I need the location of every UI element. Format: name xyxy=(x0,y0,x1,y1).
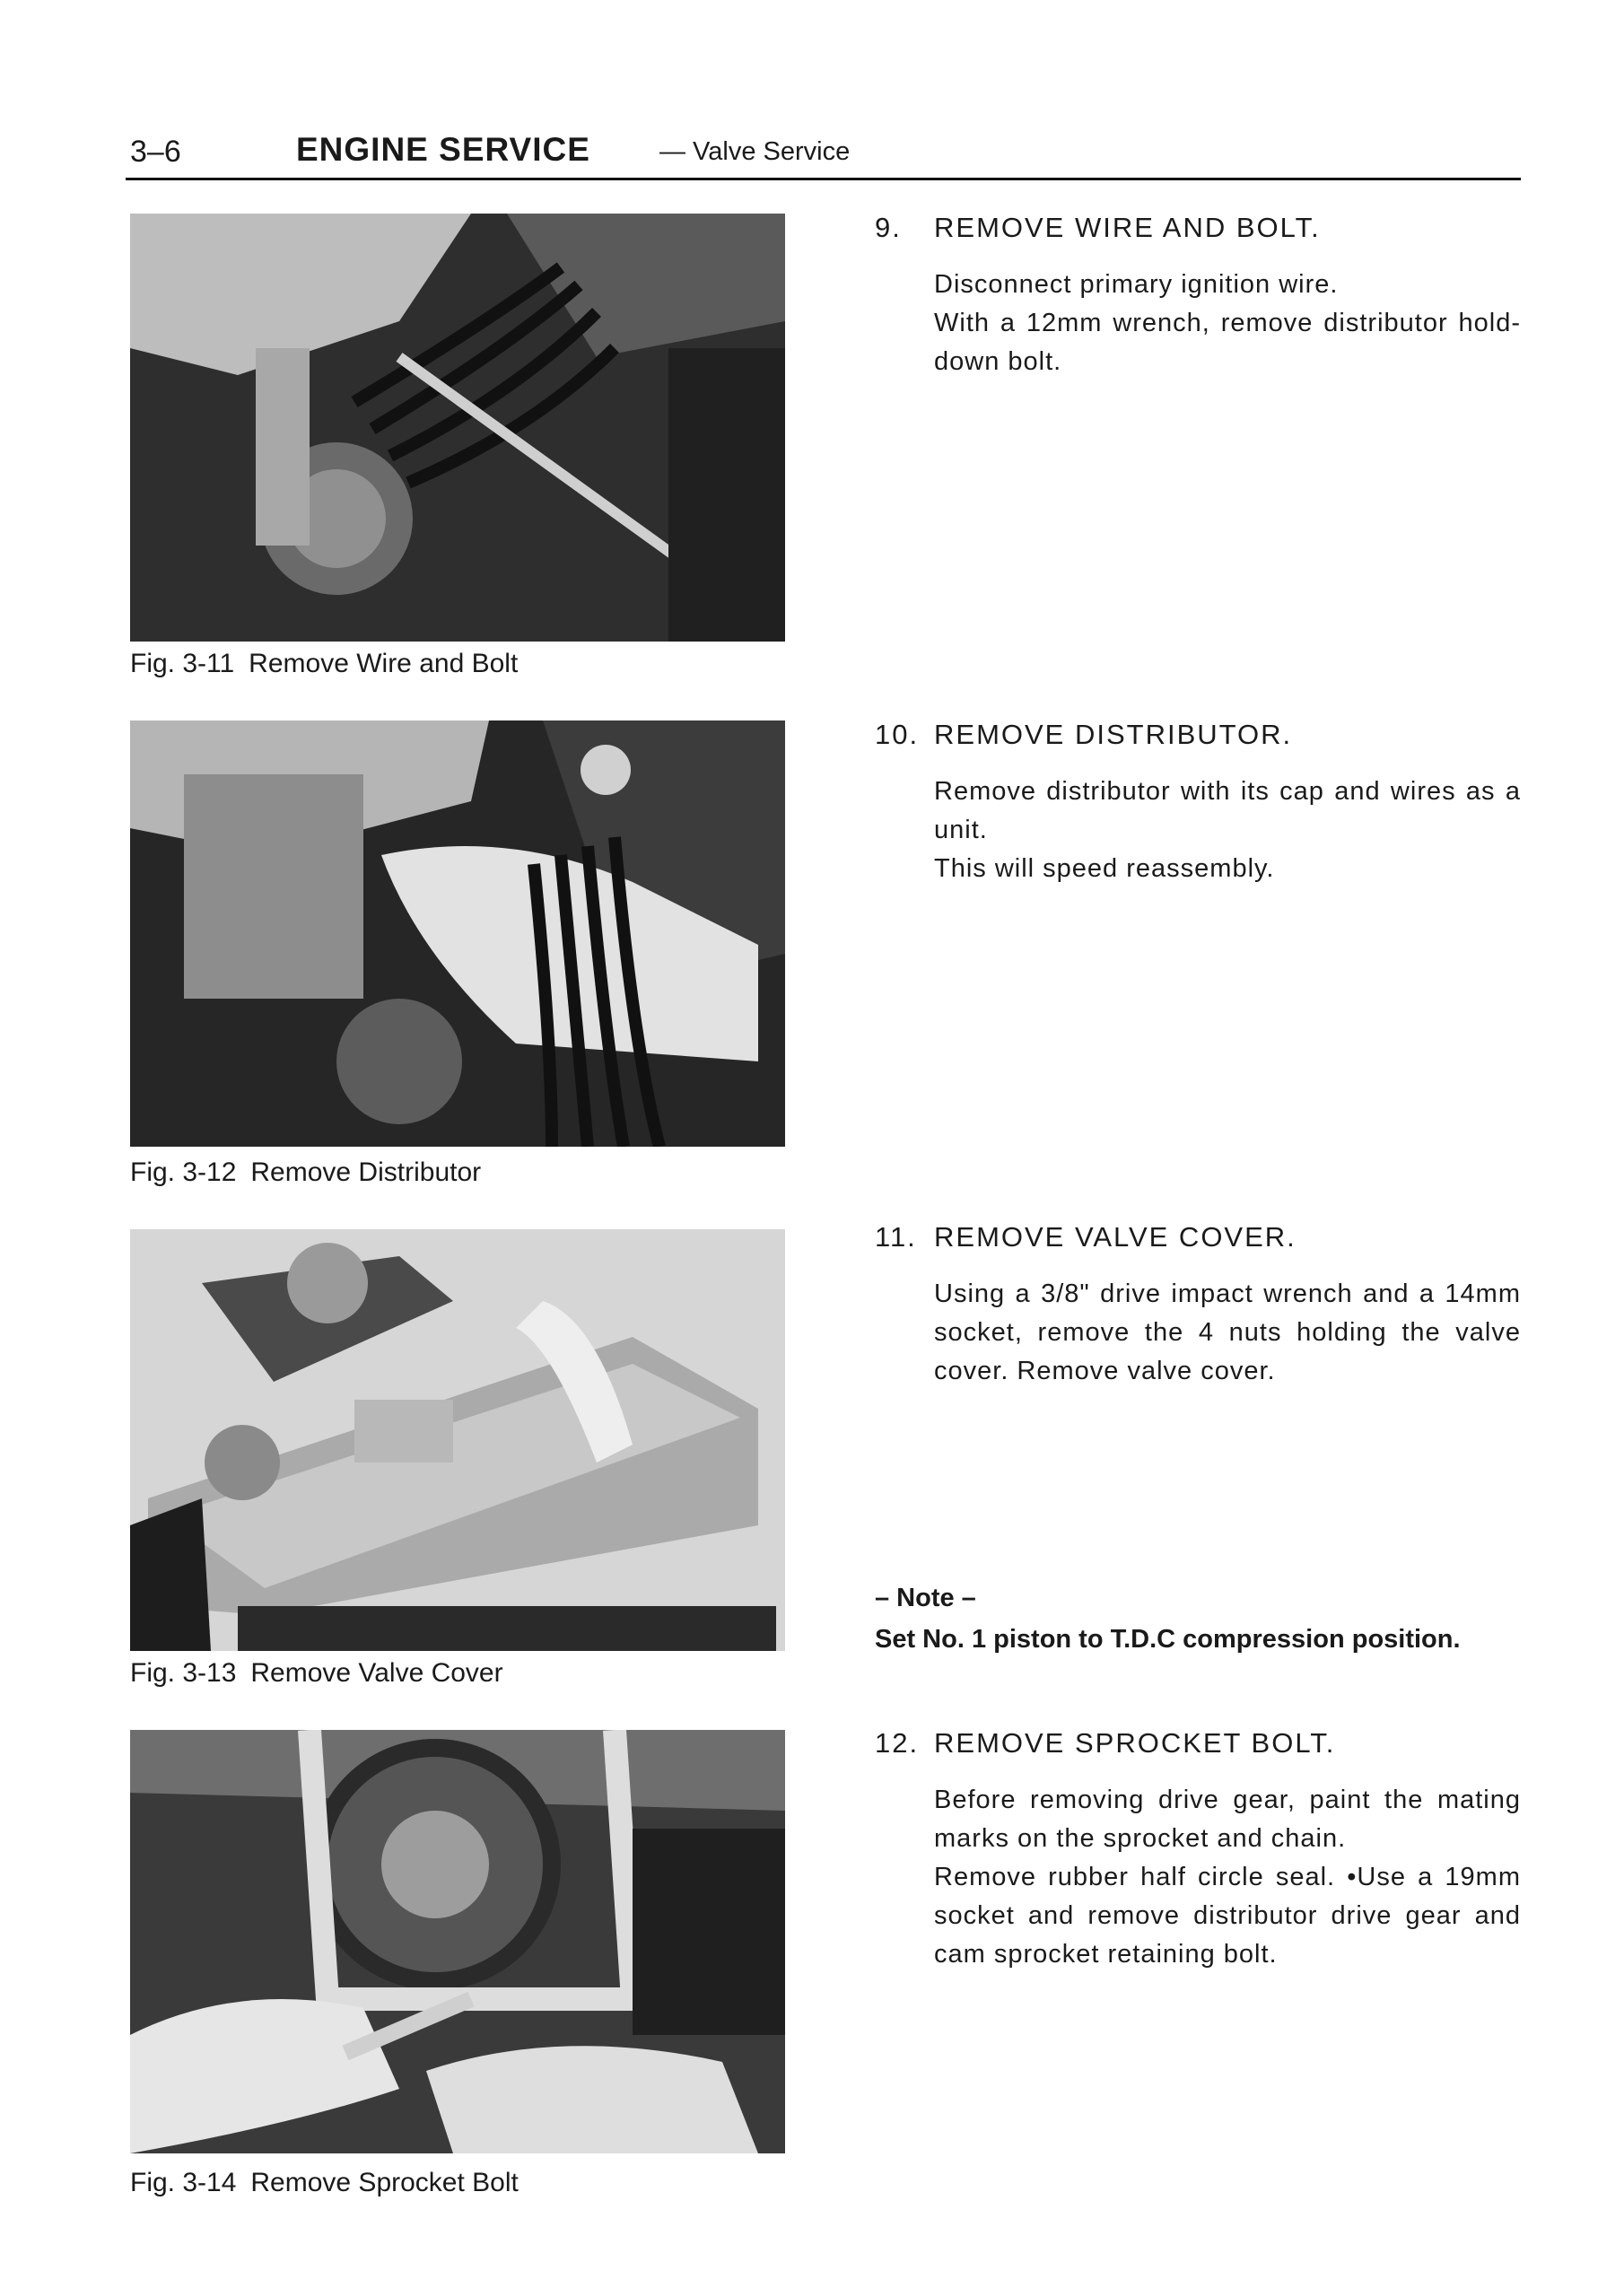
figure-3-14-photo xyxy=(130,1730,785,2153)
figure-number: Fig. 3-11 xyxy=(130,649,235,678)
step-12 xyxy=(875,1727,1521,1974)
figure-number: Fig. 3-14 xyxy=(130,2168,237,2197)
note-box xyxy=(875,1577,1521,1660)
subsection-title: — Valve Service xyxy=(659,137,851,166)
step-text: This will speed reassembly. xyxy=(934,854,1275,883)
figure-caption-text: Remove Valve Cover xyxy=(250,1658,503,1688)
page-number: 3–6 xyxy=(130,135,181,169)
step-10 xyxy=(875,719,1521,888)
step-text: Using a 3/8" drive impact wrench and a 14mm socket, remove the 4 nuts holding the valve cover. Remove valve cover. xyxy=(934,1279,1521,1385)
figure-3-14-caption xyxy=(130,2168,519,2198)
step-11 xyxy=(875,1221,1521,1391)
step-text: Remove rubber half circle seal. •Use a 19mm socket and remove distributor drive gear and cam sprocket retaining bolt. xyxy=(934,1863,1521,1969)
step-title: REMOVE WIRE AND BOLT. xyxy=(934,212,1321,243)
step-number: 10. xyxy=(875,719,920,750)
step-text: With a 12mm wrench, remove distributor hold-down bolt. xyxy=(934,309,1521,376)
figure-number: Fig. 3-12 xyxy=(130,1157,237,1187)
figure-3-11-caption xyxy=(130,649,518,679)
note-text: Set No. 1 piston to T.D.C compression position. xyxy=(875,1625,1461,1654)
step-title: REMOVE VALVE COVER. xyxy=(934,1221,1297,1253)
page-header xyxy=(126,124,1521,180)
step-number: 12. xyxy=(875,1727,920,1759)
note-heading: – Note – xyxy=(875,1584,976,1612)
step-text: Disconnect primary ignition wire. xyxy=(934,270,1339,299)
step-number: 9. xyxy=(875,212,902,243)
figure-3-12-photo xyxy=(130,720,785,1147)
figure-caption-text: Remove Wire and Bolt xyxy=(249,649,519,678)
figure-caption-text: Remove Distributor xyxy=(250,1157,482,1187)
figure-number: Fig. 3-13 xyxy=(130,1658,237,1688)
step-title: REMOVE SPROCKET BOLT. xyxy=(934,1727,1336,1759)
figure-3-13-caption xyxy=(130,1658,503,1689)
step-text: Remove distributor with its cap and wires as a unit. xyxy=(934,777,1521,844)
step-title: REMOVE DISTRIBUTOR. xyxy=(934,719,1293,750)
step-number: 11. xyxy=(875,1221,917,1253)
figure-3-13-photo xyxy=(130,1229,785,1651)
step-9 xyxy=(875,212,1521,381)
figure-3-12-caption xyxy=(130,1157,481,1188)
section-title: ENGINE SERVICE xyxy=(296,131,590,168)
figure-3-11-photo xyxy=(130,214,785,642)
figure-caption-text: Remove Sprocket Bolt xyxy=(250,2168,519,2197)
step-text: Before removing drive gear, paint the mating marks on the sprocket and chain. xyxy=(934,1786,1521,1853)
